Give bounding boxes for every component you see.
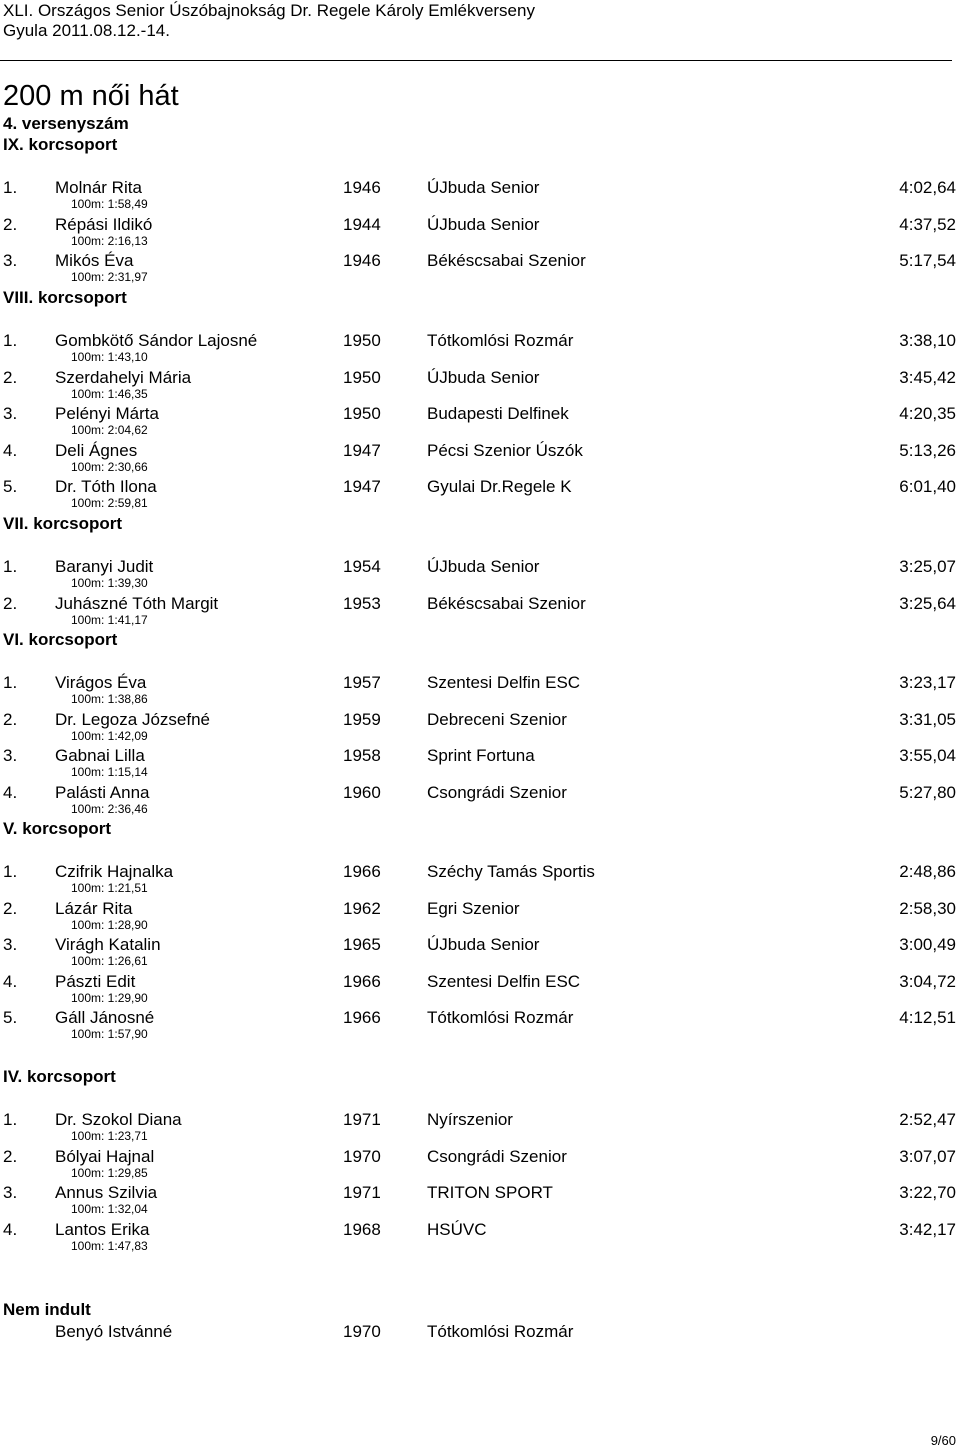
result-name: Dr. Legoza Józsefné bbox=[55, 709, 210, 729]
result-rank: 1. bbox=[3, 673, 18, 692]
result-time: 5:17,54 bbox=[899, 251, 956, 271]
result-name: Szerdahelyi Mária bbox=[55, 367, 192, 387]
result-birth-year: 1946 bbox=[343, 178, 381, 197]
result-club: Debreceni Szenior bbox=[427, 709, 567, 729]
result-split-time: 100m: 1:58,49 bbox=[71, 197, 148, 211]
result-club: Csongrádi Szenior bbox=[427, 782, 567, 802]
result-time: 3:23,17 bbox=[899, 673, 956, 692]
result-name: Bólyai Hajnal bbox=[55, 1146, 155, 1166]
result-time: 3:22,70 bbox=[899, 1183, 956, 1203]
result-time: 3:55,04 bbox=[899, 746, 956, 766]
result-name: Deli Ágnes bbox=[55, 440, 138, 460]
result-birth-year: 1950 bbox=[343, 331, 381, 350]
result-row bbox=[0, 594, 960, 614]
result-name: Annus Szilvia bbox=[55, 1183, 158, 1203]
result-time: 6:01,40 bbox=[899, 477, 956, 497]
result-time: 2:52,47 bbox=[899, 1110, 956, 1129]
result-split-time: 100m: 1:29,85 bbox=[71, 1165, 148, 1180]
event-title: 200 m női hát bbox=[3, 80, 179, 112]
result-rank: 4. bbox=[3, 971, 18, 991]
result-rank: 1. bbox=[3, 1110, 18, 1129]
result-rank: 5. bbox=[3, 1008, 18, 1028]
result-split-time: 100m: 1:46,35 bbox=[71, 386, 148, 401]
result-birth-year: 1947 bbox=[343, 477, 381, 497]
result-name: Czifrik Hajnalka bbox=[55, 862, 174, 881]
result-birth-year: 1971 bbox=[343, 1183, 381, 1203]
result-split-time: 100m: 1:57,90 bbox=[71, 1027, 148, 1042]
result-rank: 1. bbox=[3, 178, 18, 197]
result-birth-year: 1966 bbox=[343, 862, 381, 881]
result-rank: 3. bbox=[3, 251, 18, 271]
result-time: 4:20,35 bbox=[899, 404, 956, 424]
result-row bbox=[0, 1183, 960, 1203]
result-row bbox=[0, 404, 960, 424]
result-birth-year: 1947 bbox=[343, 440, 381, 460]
result-rank: 2. bbox=[3, 214, 18, 234]
result-rank: 4. bbox=[3, 1219, 18, 1239]
result-split-time: 100m: 1:28,90 bbox=[71, 917, 148, 932]
result-time: 5:27,80 bbox=[899, 782, 956, 802]
event-number: 4. versenyszám bbox=[3, 114, 129, 133]
result-split-time: 100m: 1:43,10 bbox=[71, 350, 148, 364]
result-split-time: 100m: 1:47,83 bbox=[71, 1238, 148, 1253]
result-club: Békéscsabai Szenior bbox=[427, 251, 586, 271]
result-rank: 3. bbox=[3, 1183, 18, 1203]
result-time: 3:42,17 bbox=[899, 1219, 956, 1239]
result-split-time: 100m: 1:23,71 bbox=[71, 1129, 148, 1143]
result-name: Gáll Jánosné bbox=[55, 1008, 155, 1028]
page-number: 9/60 bbox=[930, 1433, 956, 1448]
result-club: Sprint Fortuna bbox=[427, 746, 535, 766]
header-divider bbox=[0, 60, 952, 61]
result-row bbox=[0, 1147, 960, 1167]
result-name: Molnár Rita bbox=[55, 178, 142, 197]
header-competition-title: XLI. Országos Senior Úszóbajnokság Dr. Regele Károly Emlékverseny bbox=[3, 1, 535, 20]
result-name: Baranyi Judit bbox=[55, 557, 154, 576]
result-time: 3:00,49 bbox=[899, 935, 956, 955]
result-club: HSÚVC bbox=[427, 1219, 487, 1239]
result-birth-year: 1970 bbox=[343, 1146, 381, 1166]
result-club: ÚJbuda Senior bbox=[427, 935, 540, 955]
result-time: 3:04,72 bbox=[899, 971, 956, 991]
result-birth-year: 1959 bbox=[343, 709, 381, 729]
result-split-time: 100m: 1:21,51 bbox=[71, 881, 148, 895]
result-club: Széchy Tamás Sportis bbox=[427, 862, 595, 881]
result-name: Gombkötő Sándor Lajosné bbox=[55, 331, 258, 350]
result-split-time: 100m: 2:59,81 bbox=[71, 496, 148, 511]
group-heading: VIII. korcsoport bbox=[3, 288, 127, 307]
result-split-time: 100m: 1:15,14 bbox=[71, 765, 148, 780]
result-club: Tótkomlósi Rozmár bbox=[427, 331, 574, 350]
result-name: Virágos Éva bbox=[55, 673, 147, 692]
result-row bbox=[0, 783, 960, 803]
result-split-time: 100m: 2:36,46 bbox=[71, 801, 148, 816]
result-birth-year: 1950 bbox=[343, 367, 381, 387]
result-row bbox=[0, 441, 960, 461]
result-time: 2:58,30 bbox=[899, 898, 956, 918]
result-row bbox=[0, 1008, 960, 1028]
result-rank: 3. bbox=[3, 746, 18, 766]
result-rank: 4. bbox=[3, 440, 18, 460]
result-split-time: 100m: 2:16,13 bbox=[71, 233, 148, 248]
result-row bbox=[0, 368, 960, 388]
result-time: 4:02,64 bbox=[899, 178, 956, 197]
result-split-time: 100m: 2:31,97 bbox=[71, 270, 148, 285]
result-row bbox=[0, 710, 960, 730]
result-name: Palásti Anna bbox=[55, 782, 150, 802]
result-birth-year: 1953 bbox=[343, 593, 381, 613]
result-split-time: 100m: 1:38,86 bbox=[71, 692, 148, 706]
result-club: TRITON SPORT bbox=[427, 1183, 553, 1203]
result-row bbox=[0, 331, 960, 351]
dns-row bbox=[0, 1322, 960, 1342]
result-club: ÚJbuda Senior bbox=[427, 214, 540, 234]
result-birth-year: 1944 bbox=[343, 214, 381, 234]
result-time: 4:37,52 bbox=[899, 214, 956, 234]
result-split-time: 100m: 1:32,04 bbox=[71, 1202, 148, 1217]
result-row bbox=[0, 862, 960, 882]
result-split-time: 100m: 1:42,09 bbox=[71, 728, 148, 743]
group-heading: IX. korcsoport bbox=[3, 135, 118, 154]
result-name: Virágh Katalin bbox=[55, 935, 161, 955]
result-time: 3:38,10 bbox=[899, 331, 956, 350]
result-birth-year: 1966 bbox=[343, 971, 381, 991]
result-birth-year: 1954 bbox=[343, 557, 381, 576]
result-name: Pelényi Márta bbox=[55, 404, 159, 424]
result-time: 3:31,05 bbox=[899, 709, 956, 729]
dns-year: 1970 bbox=[343, 1322, 381, 1341]
result-club: Békéscsabai Szenior bbox=[427, 593, 586, 613]
header-venue-date: Gyula 2011.08.12.-14. bbox=[3, 21, 170, 40]
result-split-time: 100m: 2:04,62 bbox=[71, 423, 148, 438]
result-row bbox=[0, 673, 960, 693]
result-rank: 2. bbox=[3, 1146, 18, 1166]
result-row bbox=[0, 746, 960, 766]
result-club: ÚJbuda Senior bbox=[427, 367, 540, 387]
result-birth-year: 1958 bbox=[343, 746, 381, 766]
result-birth-year: 1968 bbox=[343, 1219, 381, 1239]
result-rank: 3. bbox=[3, 935, 18, 955]
result-row bbox=[0, 215, 960, 235]
result-rank: 5. bbox=[3, 477, 18, 497]
result-rank: 2. bbox=[3, 367, 18, 387]
dns-heading: Nem indult bbox=[3, 1300, 91, 1319]
result-rank: 4. bbox=[3, 782, 18, 802]
result-club: Tótkomlósi Rozmár bbox=[427, 1008, 574, 1028]
group-heading: VII. korcsoport bbox=[3, 514, 123, 533]
result-birth-year: 1946 bbox=[343, 251, 381, 271]
result-birth-year: 1962 bbox=[343, 898, 381, 918]
dns-name: Benyó Istvánné bbox=[55, 1322, 173, 1341]
result-split-time: 100m: 2:30,66 bbox=[71, 459, 148, 474]
result-row bbox=[0, 1220, 960, 1240]
result-name: Juhászné Tóth Margit bbox=[55, 593, 219, 613]
result-name: Lantos Erika bbox=[55, 1219, 150, 1239]
result-name: Dr. Tóth Ilona bbox=[55, 477, 157, 497]
result-row bbox=[0, 251, 960, 271]
result-club: Szentesi Delfin ESC bbox=[427, 673, 581, 692]
result-rank: 1. bbox=[3, 557, 18, 576]
group-heading: IV. korcsoport bbox=[3, 1067, 116, 1086]
result-name: Dr. Szokol Diana bbox=[55, 1110, 182, 1129]
result-row bbox=[0, 899, 960, 919]
result-rank: 1. bbox=[3, 862, 18, 881]
result-time: 2:48,86 bbox=[899, 862, 956, 881]
result-time: 3:07,07 bbox=[899, 1146, 956, 1166]
result-club: Budapesti Delfinek bbox=[427, 404, 569, 424]
result-name: Répási Ildikó bbox=[55, 214, 153, 234]
result-birth-year: 1965 bbox=[343, 935, 381, 955]
result-club: ÚJbuda Senior bbox=[427, 178, 540, 197]
result-club: ÚJbuda Senior bbox=[427, 557, 540, 576]
result-club: Egri Szenior bbox=[427, 898, 520, 918]
result-split-time: 100m: 1:41,17 bbox=[71, 612, 148, 627]
result-club: Pécsi Szenior Úszók bbox=[427, 440, 583, 460]
group-heading: V. korcsoport bbox=[3, 819, 112, 838]
result-birth-year: 1950 bbox=[343, 404, 381, 424]
result-name: Pászti Edit bbox=[55, 971, 136, 991]
dns-club: Tótkomlósi Rozmár bbox=[427, 1322, 574, 1341]
result-name: Mikós Éva bbox=[55, 251, 134, 271]
result-split-time: 100m: 1:29,90 bbox=[71, 990, 148, 1005]
result-club: Szentesi Delfin ESC bbox=[427, 971, 581, 991]
result-birth-year: 1966 bbox=[343, 1008, 381, 1028]
result-split-time: 100m: 1:39,30 bbox=[71, 576, 148, 590]
result-row bbox=[0, 477, 960, 497]
result-birth-year: 1971 bbox=[343, 1110, 381, 1129]
result-rank: 2. bbox=[3, 709, 18, 729]
result-rank: 2. bbox=[3, 593, 18, 613]
result-row bbox=[0, 935, 960, 955]
result-name: Gabnai Lilla bbox=[55, 746, 145, 766]
result-time: 4:12,51 bbox=[899, 1008, 956, 1028]
result-split-time: 100m: 1:26,61 bbox=[71, 954, 148, 969]
result-club: Gyulai Dr.Regele K bbox=[427, 477, 572, 497]
group-heading: VI. korcsoport bbox=[3, 630, 118, 649]
result-birth-year: 1957 bbox=[343, 673, 381, 692]
result-club: Nyírszenior bbox=[427, 1110, 513, 1129]
result-rank: 2. bbox=[3, 898, 18, 918]
result-row bbox=[0, 557, 960, 577]
result-time: 5:13,26 bbox=[899, 440, 956, 460]
result-birth-year: 1960 bbox=[343, 782, 381, 802]
result-club: Csongrádi Szenior bbox=[427, 1146, 567, 1166]
result-rank: 3. bbox=[3, 404, 18, 424]
result-row bbox=[0, 178, 960, 198]
result-time: 3:25,07 bbox=[899, 557, 956, 576]
result-rank: 1. bbox=[3, 331, 18, 350]
result-row bbox=[0, 1110, 960, 1130]
result-time: 3:45,42 bbox=[899, 367, 956, 387]
result-row bbox=[0, 972, 960, 992]
result-name: Lázár Rita bbox=[55, 898, 133, 918]
result-time: 3:25,64 bbox=[899, 593, 956, 613]
